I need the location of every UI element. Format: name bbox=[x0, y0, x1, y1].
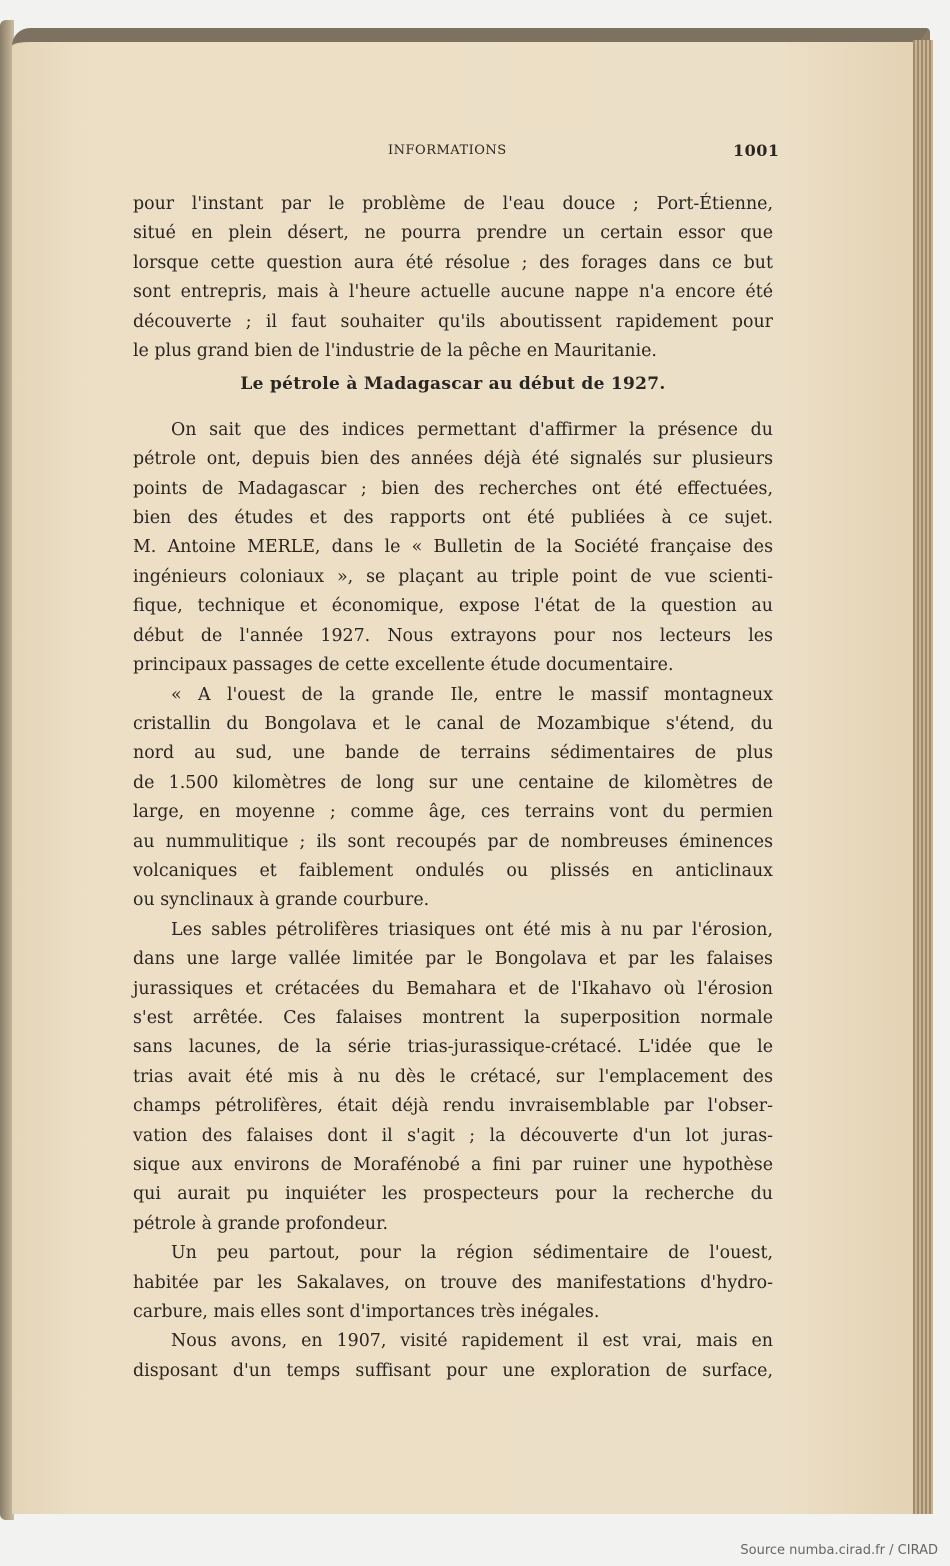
running-head-title: INFORMATIONS bbox=[388, 143, 507, 158]
text-line: M. Antoine MERLE, dans le « Bulletin de la Société française des bbox=[133, 537, 773, 558]
source-credit: Source numba.cirad.fr / CIRAD bbox=[740, 1543, 938, 1558]
text-line: de 1.500 kilomètres de long sur une centaine de kilomètres de bbox=[133, 772, 773, 793]
text-line: principaux passages de cette excellente étude documentaire. bbox=[133, 655, 674, 676]
text-line: situé en plein désert, ne pourra prendre un certain essor que bbox=[133, 223, 773, 244]
text-line: qui aurait pu inquiéter les prospecteurs pour la recherche du bbox=[133, 1184, 773, 1205]
text-line: pour l'instant par le problème de l'eau douce ; Port-Étienne, bbox=[133, 194, 773, 214]
text-line: pétrole ont, depuis bien des années déjà été signalés sur plusieurs bbox=[133, 449, 773, 470]
text-line: sans lacunes, de la série trias-jurassique-crétacé. L'idée que le bbox=[133, 1037, 773, 1058]
text-line: au nummulitique ; ils sont recoupés par de nombreuses éminences bbox=[133, 831, 773, 852]
text-line: « A l'ouest de la grande Ile, entre le massif montagneux bbox=[171, 684, 773, 705]
text-line: lorsque cette question aura été résolue ; des forages dans ce but bbox=[133, 252, 773, 273]
text-line: sont entrepris, mais à l'heure actuelle aucune nappe n'a encore été bbox=[133, 282, 773, 303]
text-line: ou synclinaux à grande courbure. bbox=[133, 890, 430, 911]
page-number: 1001 bbox=[733, 141, 780, 160]
text-line: ingénieurs coloniaux », se plaçant au triple point de vue scienti- bbox=[133, 566, 773, 587]
page-edges bbox=[913, 40, 933, 1514]
section-heading: Le pétrole à Madagascar au début de 1927. bbox=[240, 374, 666, 395]
text-line: trias avait été mis à nu dès le crétacé, sur l'emplacement des bbox=[133, 1066, 773, 1087]
text-line: découverte ; il faut souhaiter qu'ils aboutissent rapidement pour bbox=[133, 311, 773, 332]
text-line: dans une large vallée limitée par le Bongolava et par les falaises bbox=[133, 949, 773, 970]
text-line: début de l'année 1927. Nous extrayons pour nos lecteurs les bbox=[133, 625, 773, 646]
text-line: habitée par les Sakalaves, on trouve des manifestations d'hydro- bbox=[133, 1272, 773, 1293]
text-line: cristallin du Bongolava et le canal de Mozambique s'étend, du bbox=[133, 713, 773, 734]
text-line: Un peu partout, pour la région sédimentaire de l'ouest, bbox=[171, 1243, 773, 1264]
text-line: jurassiques et crétacées du Bemahara et de l'Ikahavo où l'érosion bbox=[133, 978, 773, 999]
text-line: s'est arrêtée. Ces falaises montrent la superposition normale bbox=[133, 1007, 773, 1028]
text-line: carbure, mais elles sont d'importances très inégales. bbox=[133, 1302, 600, 1323]
text-line: fique, technique et économique, expose l'état de la question au bbox=[133, 596, 773, 617]
text-line: bien des études et des rapports ont été publiées à ce sujet. bbox=[133, 508, 773, 529]
text-line: vation des falaises dont il s'agit ; la découverte d'un lot juras- bbox=[133, 1125, 773, 1146]
body-text bbox=[133, 190, 773, 1386]
text-line: Les sables pétrolifères triasiques ont été mis à nu par l'érosion, bbox=[171, 919, 773, 940]
text-line: large, en moyenne ; comme âge, ces terrains vont du permien bbox=[133, 802, 773, 823]
text-line: nord au sud, une bande de terrains sédimentaires de plus bbox=[133, 743, 773, 764]
text-line: champs pétrolifères, était déjà rendu invraisemblable par l'obser- bbox=[133, 1096, 773, 1117]
text-line: volcaniques et faiblement ondulés ou plissés en anticlinaux bbox=[133, 860, 773, 881]
text-line: On sait que des indices permettant d'affirmer la présence du bbox=[171, 419, 773, 440]
text-line: Nous avons, en 1907, visité rapidement il est vrai, mais en bbox=[171, 1331, 773, 1352]
text-line: disposant d'un temps suffisant pour une exploration de surface, bbox=[133, 1360, 773, 1381]
text-line: sique aux environs de Morafénobé a fini par ruiner une hypothèse bbox=[133, 1155, 773, 1175]
text-line: le plus grand bien de l'industrie de la pêche en Mauritanie. bbox=[133, 341, 657, 362]
text-line: points de Madagascar ; bien des recherches ont été effectuées, bbox=[133, 478, 773, 499]
text-line: pétrole à grande profondeur. bbox=[133, 1213, 389, 1234]
